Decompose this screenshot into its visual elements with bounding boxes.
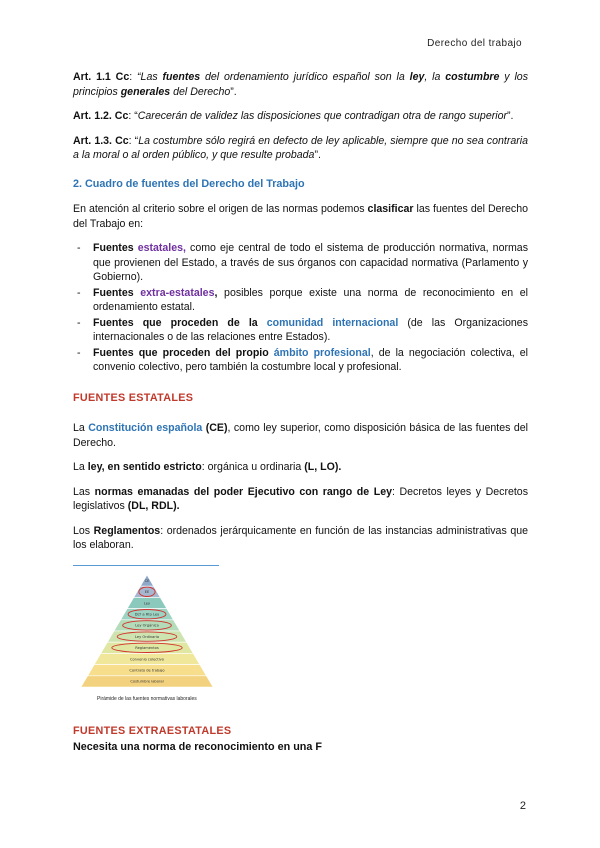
pyramid-figure: [73, 565, 223, 710]
article-1-1: Art. 1.1 Cc: “Las fuentes del ordenamiento jurídico español son la ley, la costumbre y los principios generales del Derecho”.: [73, 71, 528, 98]
pyramid-diagram: [73, 569, 223, 694]
extraestatales-heading: FUENTES EXTRAESTATALES: [73, 724, 232, 737]
running-header: Derecho del trabajo: [427, 38, 522, 49]
paragraph-ce: La Constitución española (CE), como ley superior, como disposición básica de las fuentes del Derecho.: [73, 422, 528, 449]
paragraph-ley: La ley, en sentido estricto: orgánica u ordinaria (L, LO).: [73, 461, 342, 473]
article-label: Art. 1.1 Cc: [73, 71, 130, 83]
list-item: - Fuentes estatales, como eje central de todo el sistema de producción normativa, normas que provienen del Estado, a través de sus órganos con capacidad normativa (Parlamento y Gobierno).: [77, 242, 528, 283]
pyramid-level-label: EE: [144, 589, 150, 594]
article-quote: “Las fuentes del ordenamiento jurídico español son la ley, la costumbre y los principios generales del Derecho: [73, 71, 528, 98]
pyramid-level-label: DLT a Rto Ley: [134, 612, 160, 616]
list-item: - Fuentes que proceden del propio ámbito profesional, de la negociación colectiva, el convenio colectivo, pero también la costumbre local y profesional.: [77, 346, 528, 373]
paragraph-reglamentos: Los Reglamentos: ordenados jerárquicamente en función de las instancias administrativas que los elaboran.: [73, 524, 528, 551]
pyramid-level-label: Costumbre laboral: [130, 679, 164, 684]
pyramid-level-label: Reglamentos: [135, 645, 159, 650]
sources-list: [73, 241, 528, 375]
pyramid-caption: Pirámide de las fuentes normativas laborales: [97, 695, 197, 702]
article-1-2: Art. 1.2. Cc: “Carecerán de validez las disposiciones que contradigan otra de rango superior”.: [73, 110, 514, 122]
intro-paragraph: En atención al criterio sobre el origen de las normas podemos clasificar las fuentes del Derecho del Trabajo en:: [73, 203, 528, 230]
article-1-3: Art. 1.3. Cc: “La costumbre sólo regirá en defecto de ley aplicable, siempre que no sea contraria a la moral o al orden público, y que resulte probada”.: [73, 134, 529, 161]
article-quote: Carecerán de validez las disposiciones que contradigan otra de rango superior: [137, 110, 508, 122]
extraestatales-subline: Necesita una norma de reconocimiento en una F: [73, 741, 322, 753]
pyramid-level-label: Ley: [143, 600, 151, 605]
figure-rule: [73, 565, 219, 566]
page-number: 2: [519, 800, 526, 812]
list-item: - Fuentes que proceden de la comunidad internacional (de las Organizaciones internacionales o de las relaciones entre Estados).: [77, 316, 528, 343]
article-quote: La costumbre sólo regirá en defecto de ley aplicable, siempre que no sea contraria a la moral o al orden público, y que resulte probada: [73, 134, 529, 161]
article-label: Art. 1.3. Cc: [73, 134, 129, 147]
pyramid-level-label: Ley Ordinaria: [134, 634, 160, 639]
paragraph-ejecutivo: Las normas emanadas del poder Ejecutivo con rango de Ley: Decretos leyes y Decretos legislativos (DL, RDL).: [73, 485, 528, 512]
article-label: Art. 1.2. Cc: [73, 110, 129, 122]
pyramid-level-label: Ley Orgánica: [135, 623, 159, 628]
section-heading: 2. Cuadro de fuentes del Derecho del Trabajo: [73, 177, 305, 190]
pyramid-level-label: Convenio colectivo: [129, 656, 165, 661]
page-content: [73, 70, 528, 755]
pyramid-level-label: CE: [144, 578, 150, 583]
estatales-heading: FUENTES ESTATALES: [73, 391, 194, 404]
list-item: - Fuentes extra-estatales, posibles porque existe una norma de reconocimiento en el ordenamiento estatal.: [77, 286, 529, 313]
pyramid-level-label: Contrato de trabajo: [129, 668, 165, 672]
